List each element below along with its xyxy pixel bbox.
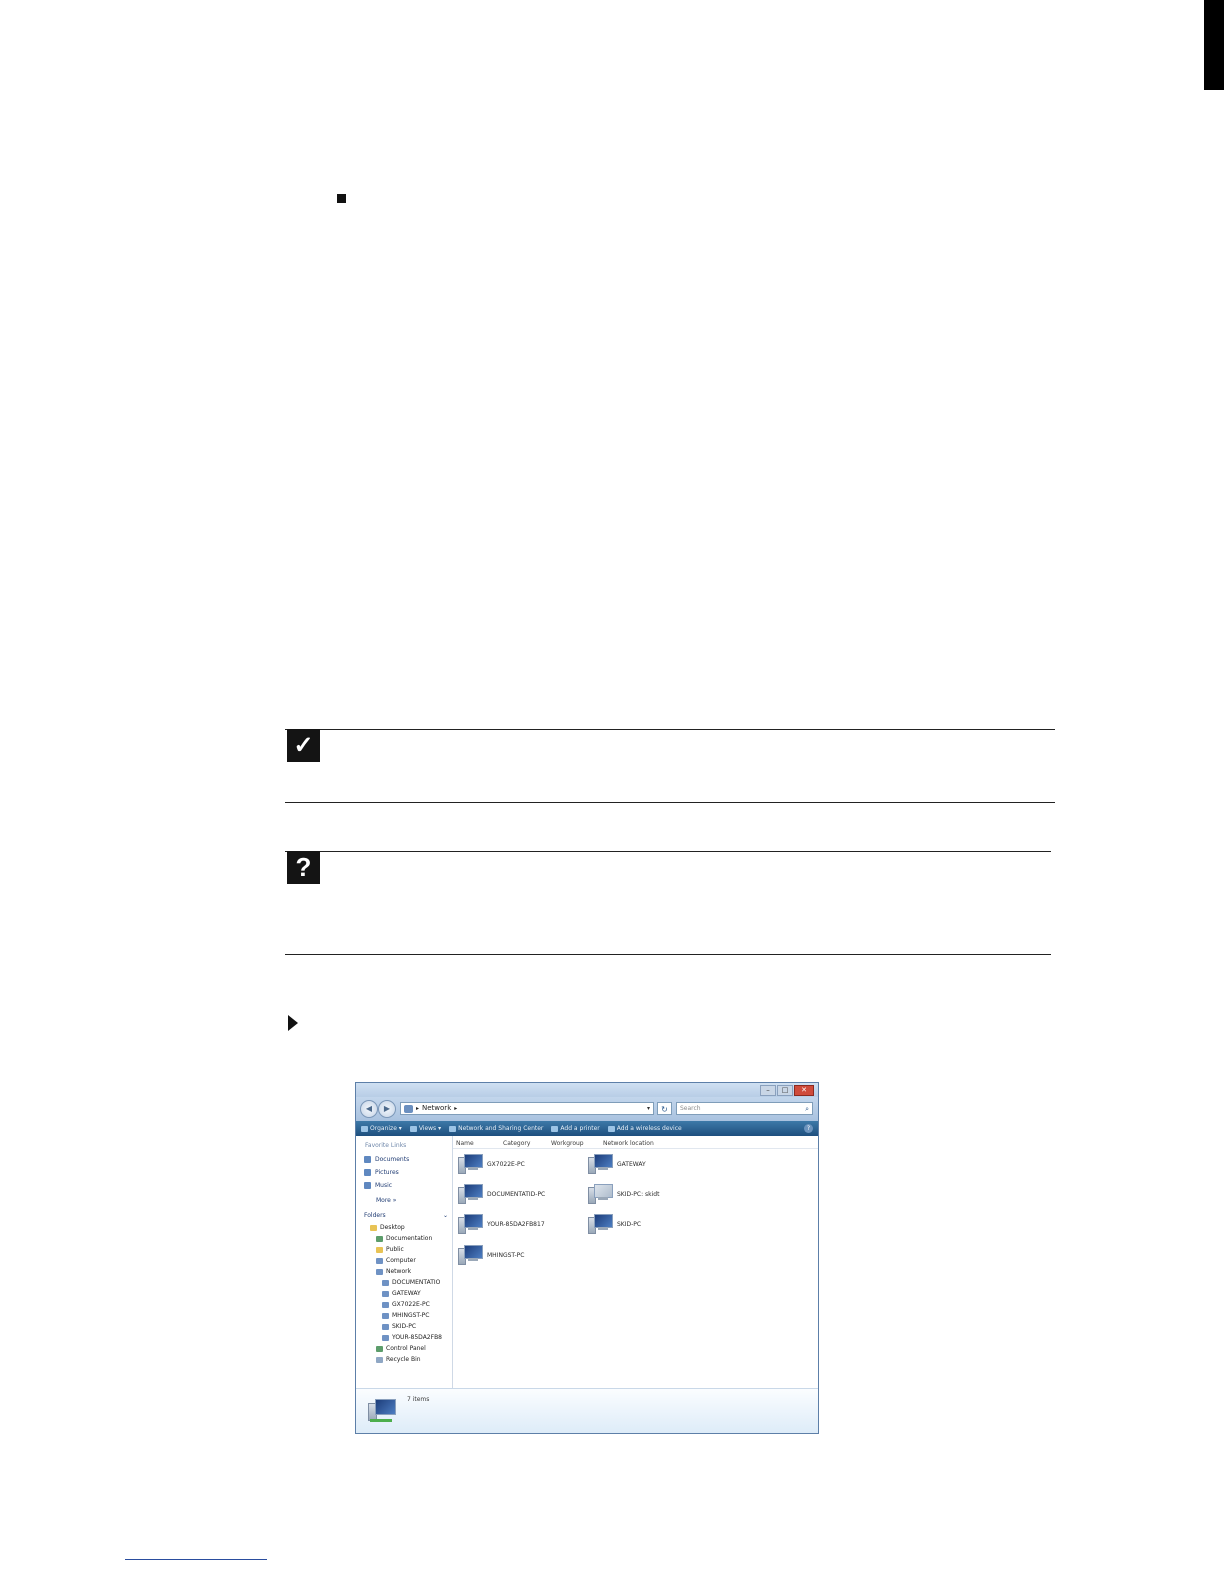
network-sharing-center-button[interactable]: Network and Sharing Center [449,1125,543,1132]
help-button-icon[interactable]: ? [804,1124,813,1133]
refresh-button[interactable]: ↻ [657,1102,672,1115]
breadcrumb-arrow-icon: ▸ [416,1105,420,1112]
computer-icon [458,1245,482,1265]
page-edge-bar [1204,0,1224,90]
navigation-bar [356,1097,818,1121]
tree-item-network[interactable]: Network [376,1268,411,1275]
add-wireless-device-button[interactable]: Add a wireless device [608,1125,682,1132]
title-bar [356,1083,818,1097]
network-item-documentatid-pc[interactable]: DOCUMENTATID-PC [458,1184,545,1204]
printer-icon [588,1184,612,1204]
tree-item-gx7022e-pc[interactable]: GX7022E-PC [382,1301,430,1308]
favorite-link-music[interactable]: Music [364,1182,392,1189]
tree-item-gateway[interactable]: GATEWAY [382,1290,421,1297]
notice-top-rule [285,729,1055,730]
back-button[interactable]: ◀ [360,1100,378,1118]
step-arrow-icon [288,1015,298,1031]
computer-icon [458,1214,482,1234]
breadcrumb-arrow-icon: ▸ [454,1105,458,1112]
organize-button[interactable]: Organize ▾ [361,1125,402,1132]
favorite-link-documents[interactable]: Documents [364,1156,409,1163]
help-icon: ? [287,851,320,884]
column-name[interactable]: Name [456,1140,474,1147]
tree-item-public[interactable]: Public [376,1246,404,1253]
search-icon[interactable]: ⌕ [805,1105,809,1113]
column-network-location[interactable]: Network location [603,1140,654,1147]
footer-rule [125,1559,267,1560]
column-workgroup[interactable]: Workgroup [551,1140,584,1147]
favorite-link-pictures[interactable]: Pictures [364,1169,399,1176]
network-item-gx7022e-pc[interactable]: GX7022E-PC [458,1154,525,1174]
minimize-button[interactable]: – [760,1085,776,1096]
tree-item-mhingst-pc[interactable]: MHINGST-PC [382,1312,430,1319]
help-top-rule [285,851,1051,852]
details-pane [356,1388,818,1434]
network-explorer-window [355,1082,819,1434]
tree-item-control-panel[interactable]: Control Panel [376,1345,426,1352]
file-list-pane [453,1136,818,1388]
search-placeholder: Search [680,1105,701,1112]
tree-item-desktop[interactable]: Desktop [370,1224,405,1231]
address-label: Network [422,1104,452,1112]
tree-item-documentatio[interactable]: DOCUMENTATIO [382,1279,440,1286]
more-links-button[interactable]: More » [376,1197,397,1204]
network-icon [404,1105,413,1113]
close-button[interactable]: ✕ [794,1085,814,1096]
network-item-skid-pc-printer[interactable]: SKID-PC: skidt [588,1184,659,1204]
computer-icon [458,1184,482,1204]
address-bar[interactable] [400,1102,654,1115]
network-item-gateway[interactable]: GATEWAY [588,1154,646,1174]
forward-button[interactable]: ▶ [378,1100,396,1118]
column-category[interactable]: Category [503,1140,531,1147]
search-input[interactable] [676,1102,813,1115]
folders-header[interactable]: Folders ⌄ [364,1212,448,1219]
network-item-your-85da2fb817[interactable]: YOUR-85DA2FB817 [458,1214,545,1234]
computer-icon [588,1154,612,1174]
favorite-links-header: Favorite Links [365,1142,407,1149]
navigation-pane [356,1136,453,1388]
tree-item-your-85da2fb8[interactable]: YOUR-85DA2FB8 [382,1334,442,1341]
column-headers [453,1138,818,1149]
checkmark-icon: ✓ [287,729,320,762]
computer-icon [458,1154,482,1174]
network-item-mhingst-pc[interactable]: MHINGST-PC [458,1245,525,1265]
network-large-icon [366,1397,396,1425]
tree-item-documentation[interactable]: Documentation [376,1235,432,1242]
tree-item-skid-pc[interactable]: SKID-PC [382,1323,416,1330]
bullet-marker [337,194,346,203]
item-count: 7 items [407,1396,430,1403]
maximize-button[interactable]: □ [777,1085,793,1096]
network-item-skid-pc[interactable]: SKID-PC [588,1214,641,1234]
tree-item-recycle-bin[interactable]: Recycle Bin [376,1356,421,1363]
help-bottom-rule [285,954,1051,955]
tree-item-computer[interactable]: Computer [376,1257,416,1264]
views-button[interactable]: Views ▾ [410,1125,441,1132]
computer-icon [588,1214,612,1234]
command-bar [356,1121,818,1136]
add-printer-button[interactable]: Add a printer [551,1125,599,1132]
chevron-down-icon[interactable]: ▾ [646,1105,650,1112]
notice-bottom-rule [285,802,1055,803]
chevron-down-icon: ⌄ [442,1212,448,1219]
